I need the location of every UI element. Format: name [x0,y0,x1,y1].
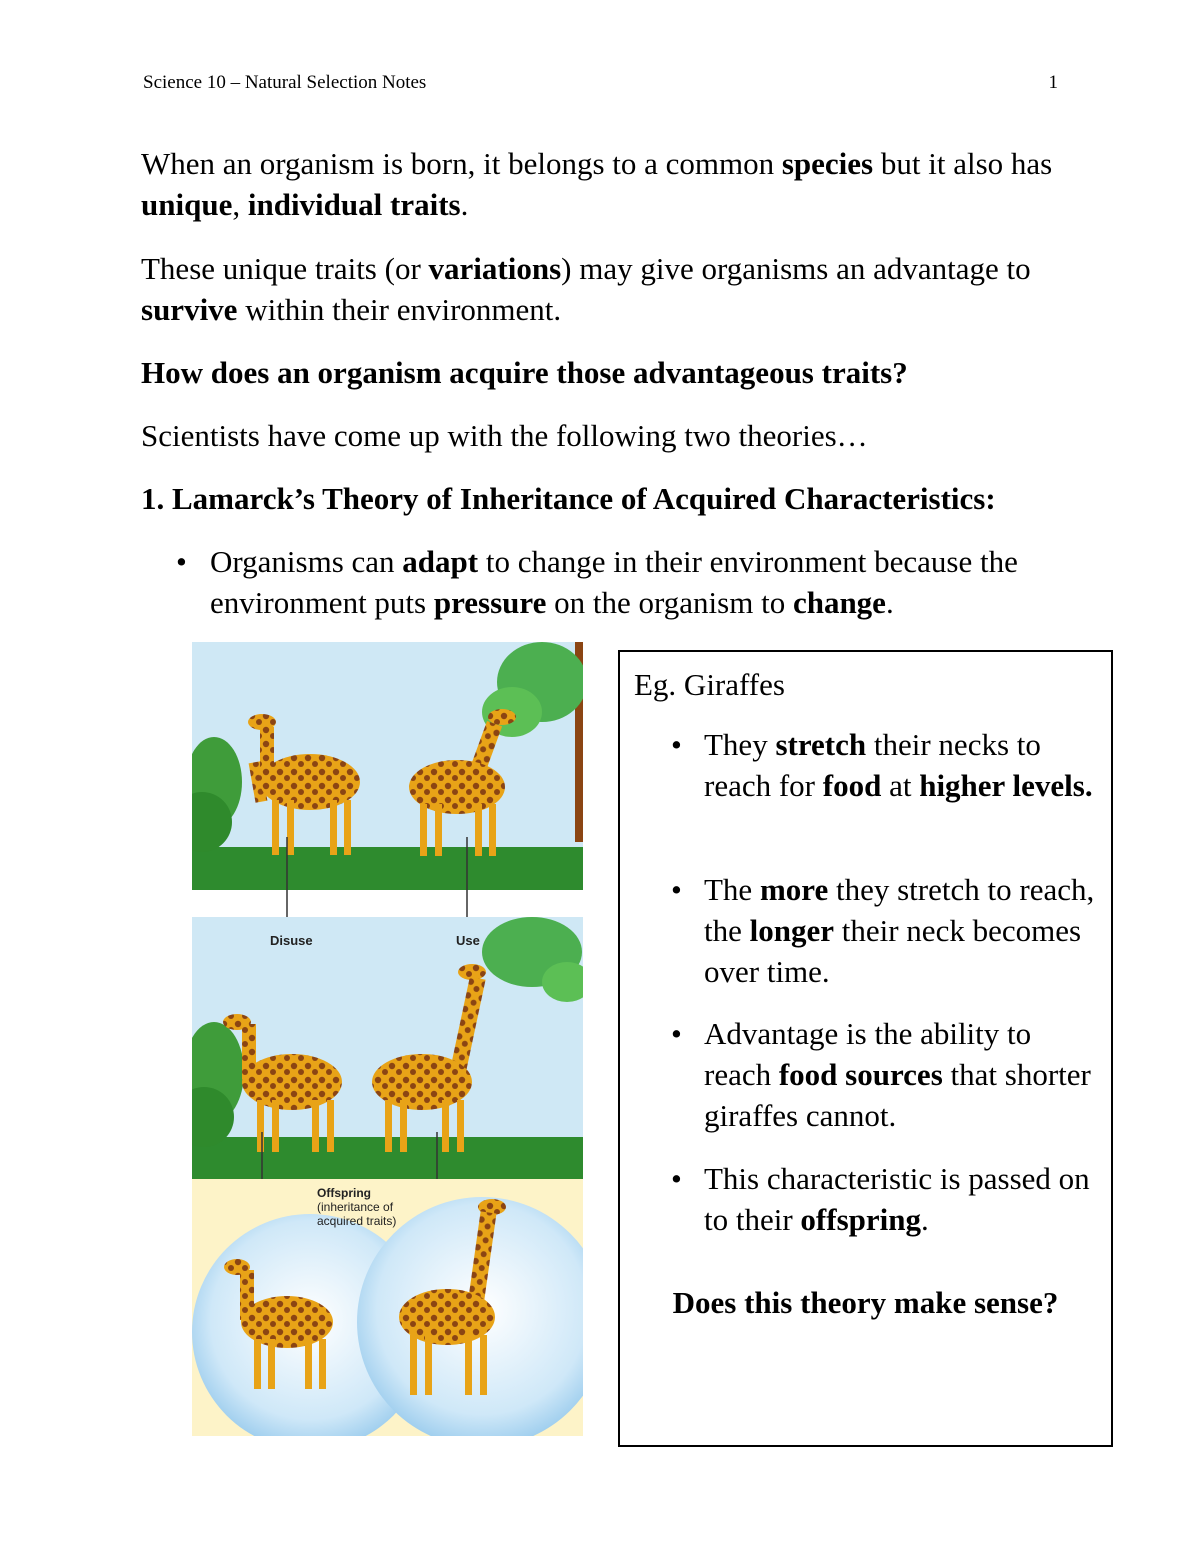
label-offspring-line3: acquired traits) [317,1214,397,1228]
giraffe-illustration-svg [192,642,583,1436]
panel-ancestors [192,642,583,932]
lamarck-heading: 1. Lamarck’s Theory of Inheritance of Acquired Characteristics: [141,481,996,516]
bullet-dot: • [671,1016,682,1051]
giraffe-illustration [192,642,583,1436]
bullet-dot: • [671,1161,682,1196]
box-bullet-advantage: • Advantage is the ability to reach food sources that shorter giraffes cannot. [704,1013,1104,1136]
box-bullet-stretch: • They stretch their necks to reach for food at higher levels. [704,724,1104,806]
document-title: Science 10 – Natural Selection Notes [143,72,427,93]
page-header [143,72,1058,98]
label-offspring-line2: (inheritance of [317,1200,394,1214]
label-offspring: Offspring [317,1186,371,1200]
giraffe-example-box [618,650,1113,1447]
box-title: Eg. Giraffes [634,667,785,702]
intro-paragraph-species: When an organism is born, it belongs to a common species but it also has unique, individual traits. [141,146,1053,222]
key-question: How does an organism acquire those advantageous traits? [141,355,908,390]
theories-intro: Scientists have come up with the following two theories… [141,418,868,453]
box-bullet-longer: • The more they stretch to reach, the longer their neck becomes over time. [704,869,1104,992]
panel-offspring [192,1179,583,1436]
page-number: 1 [1048,72,1058,93]
variations-paragraph: These unique traits (or variations) may give organisms an advantage to survive within their environment. [141,251,1031,327]
bullet-dot: • [671,727,682,762]
box-question: Does this theory make sense? [672,1285,1059,1320]
bullet-dot: • [671,872,682,907]
bullet-dot: • [176,544,187,579]
lamarck-bullet: • Organisms can adapt to change in their environment because the environment puts pressure on the organism to change. [210,541,1110,623]
label-use: Use [456,933,480,948]
box-bullet-offspring: • This characteristic is passed on to their offspring. [704,1158,1104,1240]
label-disuse: Disuse [270,933,313,948]
